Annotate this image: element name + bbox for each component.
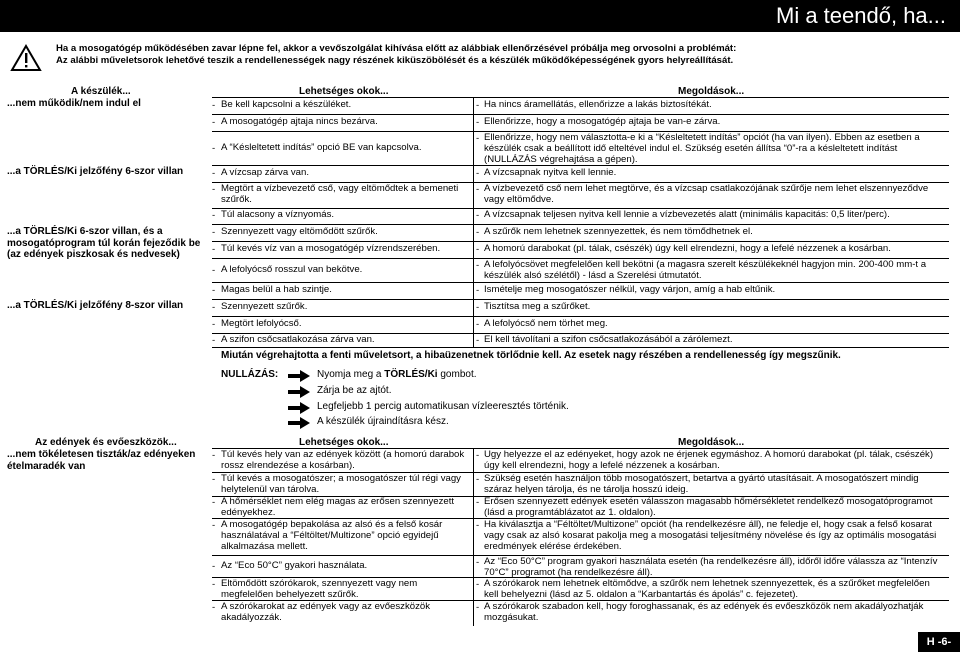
table1-header-causes: Lehetséges okok...: [299, 86, 389, 97]
reset-step-2: Zárja be az ajtót.: [317, 385, 392, 396]
cause-cell: Túl kevés hely van az edények között (a homorú darabok rossz elrendezése a kosárban).: [221, 449, 465, 471]
cause-cell: A szórókarokat az edények vagy az evőeszközök akadályozzák.: [221, 601, 431, 623]
solution-cell: A lefolyócsövet megfelelően kell bekötni (a magasra szerelt készülékeknél hagyjon min. 200-400 mm-t a készülék alsó szélétől) - lásd a Szerelési útmutatót.: [484, 259, 927, 281]
cause-cell: Megtört a vízbevezető cső, vagy eltömődtek a bemeneti szűrők.: [221, 183, 459, 205]
problem-not-working: ...nem működik/nem indul el: [7, 98, 141, 109]
problem-not-clean: ...nem tökéletesen tiszták/az edényeken ételmaradék van: [7, 449, 196, 472]
table2-header-dishes: Az edények és evőeszközök...: [35, 437, 177, 448]
cause-cell: A mosogatógép ajtaja nincs bezárva.: [221, 116, 378, 127]
table2-header-solutions: Megoldások...: [678, 437, 745, 448]
table2-header-causes: Lehetséges okok...: [299, 437, 389, 448]
reset-step-1: Nyomja meg a TÖRLÉS/Ki gombot.: [317, 369, 477, 380]
solution-cell: Ha kiválasztja a “Féltöltet/Multizone” opciót (ha rendelkezésre áll), ne feledje el, hogy csak a felső kosarat vagy csak az alsó kosarat pakolja meg a mosogatási teljesítmény növelése és így az optimális mosogatási eredmények elérése érdekében.: [484, 519, 937, 552]
reset-step-4: A készülék újraindításra kész.: [317, 416, 449, 427]
cause-cell: Az “Eco 50°C” gyakori használata.: [221, 560, 368, 571]
row-divider: [212, 97, 949, 98]
solution-cell: Ha nincs áramellátás, ellenőrizze a lakás biztosítékát.: [484, 99, 712, 110]
summary-text: Miután végrehajtotta a fenti műveletsort, a hibaüzenetnek törlődnie kell. Az esetek nagy részében a rendellenesség így megszűnik.: [221, 350, 841, 361]
page-title: Mi a teendő, ha...: [776, 3, 946, 28]
warning-line-2: Az alábbi műveletsorok lehetővé teszik a rendellenességek nagy részének kiküszöbölését és a készülék működőképességének gyors helyreállítását.: [56, 54, 734, 66]
page-number: H -6-: [918, 632, 960, 652]
arrow-right-icon: [288, 386, 310, 398]
cause-cell: A lefolyócső rosszul van bekötve.: [221, 264, 363, 275]
table1-header-appliance: A készülék...: [71, 86, 131, 97]
solution-cell: El kell távolítani a szifon csőcsatlakozásából a zárólemezt.: [484, 334, 733, 345]
solution-cell: Ellenőrizze, hogy nem választotta-e ki a “Késleltetett indítás” opciót (ha van ilyen). Ebben az esetben a készülék csak a beállított idő elteltével indul el. Szükség esetén állítsa “0”-ra a késleltetett indítást (NULLÁZÁS végrehajtása a gépen).: [484, 132, 920, 165]
solution-cell: Szükség esetén használjon több mosogatószert, betartva a gyártó utasításait. A mosogatószert mindig száraz helyen tárolja, és ne tárolja hosszú ideig.: [484, 473, 919, 495]
solution-cell: A szórókarok nem lehetnek eltömődve, a szűrők nem lehetnek szennyezettek, és a szűrőket megfelelően kell behelyezni (lásd az 5. oldalon a “Karbantartás és ápolás” c. fejezetet).: [484, 578, 930, 600]
reset-label: NULLÁZÁS:: [221, 369, 279, 380]
table1-header-solutions: Megoldások...: [678, 86, 745, 97]
cause-cell: Szennyezett vagy eltömődött szűrők.: [221, 226, 378, 237]
solution-cell: Ellenőrizze, hogy a mosogatógép ajtaja be van-e zárva.: [484, 116, 721, 127]
solution-cell: Erősen szennyezett edények esetén válasszon magasabb hőmérsékletet rendelkező mosogatóprogramot (lásd a programtáblázatot az 1. oldalon).: [484, 496, 933, 518]
cause-cell: Szennyezett szűrők.: [221, 301, 308, 312]
cause-cell: A hőmérséklet nem elég magas az erősen szennyezett edényekhez.: [221, 496, 455, 518]
cause-cell: Túl alacsony a víznyomás.: [221, 209, 335, 220]
column-divider: [473, 97, 474, 347]
cause-cell: Be kell kapcsolni a készüléket.: [221, 99, 352, 110]
solution-cell: A vízbevezető cső nem lehet megtörve, és a vízcsap csatlakozójának szűrője nem lehet elszennyeződve vagy eltömődve.: [484, 183, 929, 205]
row-divider: [212, 299, 949, 300]
solution-cell: A homorú darabokat (pl. tálak, csészék) úgy kell elrendezni, hogy a lefelé nézzenek a kosárban.: [484, 243, 891, 254]
row-divider: [212, 241, 949, 242]
row-divider: [212, 114, 949, 115]
column-divider: [473, 448, 474, 626]
warning-line-1: Ha a mosogatógép működésében zavar lépne fel, akkor a vevőszolgálat kihívása előtt az alábbiak ellenőrzésével próbálja meg orvosolni a problémát:: [56, 43, 737, 54]
solution-cell: Az “Eco 50°C” program gyakori használata esetén (ha rendelkezésre áll), időről időre válassza az “Intenzív 70°C” programot (ha rendelkezésre áll).: [484, 556, 938, 578]
cause-cell: Túl kevés víz van a mosogatógép vízrendszerében.: [221, 243, 441, 254]
problem-flash-6-early-end: ...a TÖRLÉS/Ki 6-szor villan, és a mosogatóprogram túl korán fejeződik be (az edények piszkosak és nedvesek): [7, 226, 201, 260]
arrow-right-icon: [288, 370, 310, 382]
row-divider: [212, 347, 949, 348]
row-divider: [212, 224, 949, 225]
solution-cell: A szórókarok szabadon kell, hogy foroghassanak, és az edények és evőeszközök nem akadályozhatják mozgásukat.: [484, 601, 924, 623]
arrow-right-icon: [288, 417, 310, 429]
row-divider: [212, 282, 949, 283]
problem-flash-6: ...a TÖRLÉS/Ki jelzőfény 6-szor villan: [7, 166, 184, 177]
cause-cell: Magas belül a hab szintje.: [221, 284, 332, 295]
warning-icon: [10, 44, 42, 72]
solution-cell: Ugy helyezze el az edényeket, hogy azok ne érjenek egymáshoz. A homorú darabokat (pl. tálak, csészék) úgy kell elrendezni, hogy a lefelé nézzenek a kosárban.: [484, 449, 934, 471]
cause-cell: Megtört lefolyócső.: [221, 318, 302, 329]
reset-step-3: Legfeljebb 1 percig automatikusan vízleeresztés történik.: [317, 401, 569, 412]
solution-cell: A szűrők nem lehetnek szennyezettek, és nem tömődhetnek el.: [484, 226, 753, 237]
cause-cell: A szifon csőcsatlakozása zárva van.: [221, 334, 375, 345]
solution-cell: Ismételje meg mosogatószer nélkül, vagy várjon, amíg a hab eltűnik.: [484, 284, 776, 295]
cause-cell: A mosogatógép bepakolása az alsó és a felső kosár használatával a “Féltöltet/Multizone” opció egyidejű alkalmazása mellett.: [221, 519, 443, 552]
solution-cell: A vízcsapnak teljesen nyitva kell lennie a vízbevezetés alatt (minimális kapacitás: 0,5 liter/perc).: [484, 209, 890, 220]
solution-cell: A lefolyócső nem törhet meg.: [484, 318, 608, 329]
solution-cell: A vízcsapnak nyitva kell lennie.: [484, 167, 617, 178]
title-bar: [0, 0, 960, 32]
cause-cell: Túl kevés a mosogatószer; a mosogatószer túl régi vagy helytelenül van tárolva.: [221, 473, 461, 495]
solution-cell: Tisztítsa meg a szűrőket.: [484, 301, 591, 312]
row-divider: [212, 316, 949, 317]
cause-cell: A “Késleltetett indítás” opció BE van kapcsolva.: [221, 142, 422, 153]
problem-flash-8: ...a TÖRLÉS/Ki jelzőfény 8-szor villan: [7, 300, 184, 311]
cause-cell: Eltömődött szórókarok, szennyezett vagy nem megfelelően behelyezett szűrők.: [221, 578, 418, 600]
arrow-right-icon: [288, 402, 310, 414]
cause-cell: A vízcsap zárva van.: [221, 167, 309, 178]
warning-text: [56, 43, 951, 66]
